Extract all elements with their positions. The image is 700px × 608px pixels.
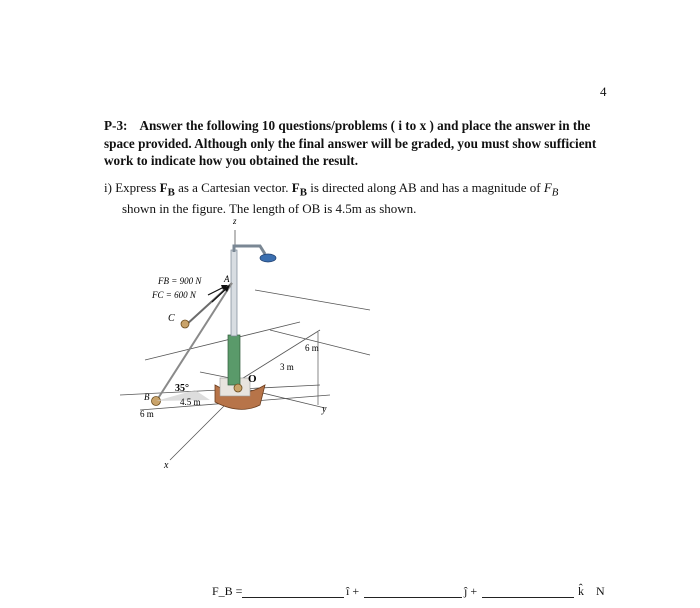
label-o: O bbox=[248, 373, 257, 385]
fb-symbol-2 bbox=[291, 180, 307, 199]
label-b: B bbox=[144, 392, 150, 402]
page-number: 4 bbox=[600, 84, 607, 99]
problem-text: Answer the following 10 questions/problems ( i to x ) and place the answer in the space provided. Although only the final answer will be graded, you must show sufficient work to indicate how you obtained the result. bbox=[104, 118, 597, 168]
question-text-part1: Express bbox=[115, 180, 160, 195]
fb-sub-3: B bbox=[551, 186, 559, 199]
label-4-5m: 4.5 m bbox=[180, 397, 201, 407]
answer-k-hat: k̂ bbox=[578, 584, 584, 598]
question-number: i) bbox=[104, 180, 112, 195]
label-x: x bbox=[164, 460, 169, 471]
pole-lower bbox=[228, 335, 240, 385]
point-o-marker bbox=[234, 384, 242, 392]
label-fb: FB = 900 N bbox=[158, 276, 202, 286]
question-text-part2: as a Cartesian vector. bbox=[174, 180, 292, 195]
label-angle: 35° bbox=[175, 383, 189, 394]
fb-symbol bbox=[159, 180, 175, 199]
label-6m-vertical: 6 m bbox=[305, 343, 319, 353]
question-text-line2: shown in the figure. The length of OB is 4.5m as shown. bbox=[122, 200, 417, 216]
fb-letter: F bbox=[159, 180, 168, 195]
question-text-part3: is directed along AB and has a magnitude of bbox=[306, 180, 544, 195]
answer-i-hat: î + bbox=[346, 584, 360, 598]
fb-italic bbox=[543, 180, 559, 199]
label-3m: 3 m bbox=[280, 362, 294, 372]
label-y: y bbox=[322, 404, 327, 415]
answer-blank-i[interactable] bbox=[242, 597, 344, 598]
label-fc: FC = 600 N bbox=[152, 290, 196, 300]
problem-label: P-3: bbox=[104, 118, 128, 133]
answer-lhs: F_B = bbox=[212, 584, 243, 598]
pole-upper bbox=[231, 250, 237, 336]
fb-sub: B bbox=[167, 186, 175, 199]
label-z: z bbox=[233, 216, 237, 226]
lamp-arm bbox=[234, 246, 265, 254]
answer-blank-j[interactable] bbox=[364, 597, 462, 598]
problem-instructions bbox=[104, 117, 624, 170]
answer-unit: N bbox=[596, 584, 605, 598]
figure-diagram bbox=[100, 210, 400, 490]
label-c: C bbox=[168, 313, 175, 324]
fb-sub-2: B bbox=[299, 186, 307, 199]
answer-j-hat: ĵ + bbox=[464, 584, 478, 598]
label-a: A bbox=[224, 274, 230, 284]
fb-letter-3: F bbox=[543, 180, 552, 195]
label-6m-base: 6 m bbox=[140, 409, 154, 419]
anchor-c bbox=[181, 320, 189, 328]
lamp-head bbox=[260, 254, 276, 262]
fb-letter-2: F bbox=[291, 180, 300, 195]
answer-blank-k[interactable] bbox=[482, 597, 574, 598]
answer-row bbox=[212, 580, 612, 604]
